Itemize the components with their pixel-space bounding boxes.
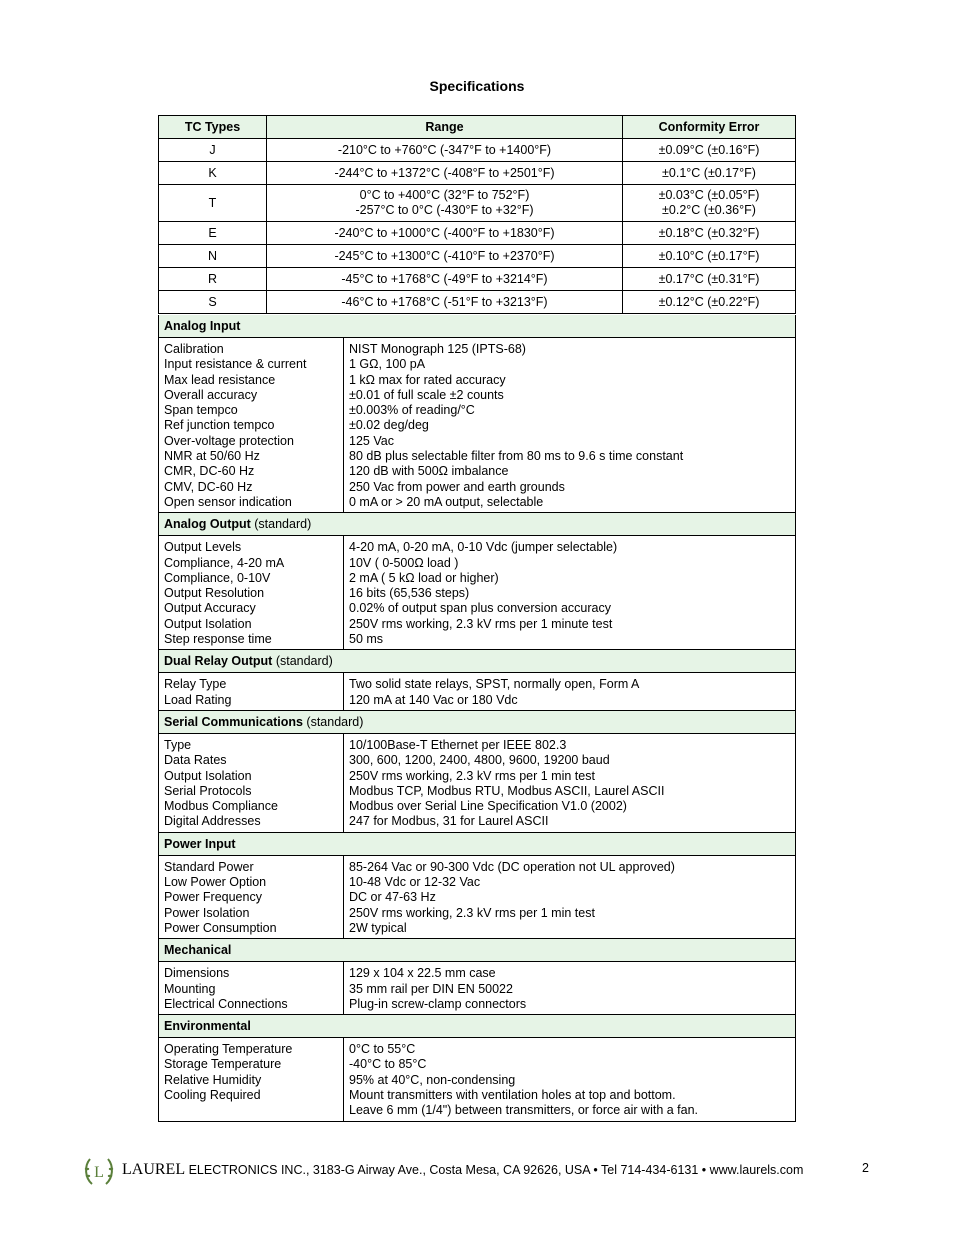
spec-label: Ref junction tempco [164, 418, 275, 433]
spec-labels-column [159, 1038, 344, 1120]
spec-values-column [344, 536, 795, 649]
section-header [158, 650, 796, 673]
spec-values-column [344, 734, 795, 832]
section-body [158, 734, 796, 833]
spec-values-column [344, 673, 795, 710]
spec-label: Output Isolation [164, 768, 252, 783]
spec-value: 0 mA or > 20 mA output, selectable [349, 494, 544, 509]
conformity-error-cell-line: ±0.2°C (±0.36°F) [662, 203, 756, 217]
table-row [159, 291, 796, 314]
spec-value: NIST Monograph 125 (IPTS-68) [349, 342, 526, 356]
conformity-error-cell [623, 139, 796, 162]
spec-value: 16 bits (65,536 steps) [349, 586, 470, 601]
table-row [159, 222, 796, 245]
column-header-range: Range [267, 116, 623, 139]
tc-type-cell: N [159, 245, 267, 268]
spec-label: Mounting [164, 981, 216, 996]
range-cell [267, 268, 623, 291]
footer-brand: LAUREL [122, 1161, 186, 1178]
spec-label: Calibration [164, 342, 224, 356]
table-row [159, 268, 796, 291]
spec-label: CMR, DC-60 Hz [164, 464, 255, 479]
range-cell [267, 245, 623, 268]
column-header-tc-types: TC Types [159, 116, 267, 139]
spec-label: Open sensor indication [164, 494, 292, 509]
spec-label: Relay Type [164, 677, 227, 692]
conformity-error-cell [623, 162, 796, 185]
footer-address: ELECTRONICS INC., 3183-G Airway Ave., Costa Mesa, CA 92626, USA • Tel 714-434-6131 • www.laurels.com [185, 1163, 804, 1177]
conformity-error-cell-line: ±0.03°C (±0.05°F) [658, 188, 760, 202]
spec-value: ±0.01 of full scale ±2 counts [349, 387, 504, 402]
spec-label: Max lead resistance [164, 372, 276, 387]
spec-label: Output Levels [164, 540, 242, 555]
spec-value: 95% at 40°C, non-condensing [349, 1072, 516, 1087]
tc-type-cell: T [159, 185, 267, 222]
spec-label: Step response time [164, 632, 272, 647]
spec-label: Compliance, 0-10V [164, 570, 271, 585]
spec-label: Over-voltage protection [164, 433, 294, 448]
spec-value: 0°C to 55°C [349, 1042, 416, 1057]
section-header [158, 1015, 796, 1038]
page-footer [82, 1154, 882, 1188]
spec-label: Cooling Required [164, 1087, 261, 1102]
spec-value: 120 dB with 500Ω imbalance [349, 464, 509, 479]
spec-value: Mount transmitters with ventilation holes at top and bottom. [349, 1087, 676, 1102]
spec-label: Electrical Connections [164, 996, 288, 1011]
spec-value: 10-48 Vdc or 12-32 Vac [349, 875, 481, 890]
tc-type-cell: E [159, 222, 267, 245]
range-cell [267, 162, 623, 185]
section-title: Power Input [164, 836, 236, 851]
spec-value: 250V rms working, 2.3 kV rms per 1 min test [349, 768, 595, 783]
spec-value: 0.02% of output span plus conversion accuracy [349, 601, 611, 616]
tc-type-cell: J [159, 139, 267, 162]
laurel-wreath-logo-icon [82, 1154, 116, 1188]
spec-label: Output Accuracy [164, 601, 256, 616]
page-title: Specifications [429, 78, 525, 94]
spec-label: Overall accuracy [164, 387, 258, 402]
section-note: (standard) [272, 654, 333, 669]
section-body [158, 1038, 796, 1121]
spec-label: Dimensions [164, 966, 230, 981]
spec-value: 50 ms [349, 632, 384, 647]
range-cell-line: -45°C to +1768°C (-49°F to +3214°F) [341, 271, 548, 286]
spec-value: 85-264 Vac or 90-300 Vdc (DC operation not UL approved) [349, 859, 675, 874]
spec-value: Modbus TCP, Modbus RTU, Modbus ASCII, Laurel ASCII [349, 783, 665, 798]
spec-value: Plug-in screw-clamp connectors [349, 996, 527, 1011]
section-header [158, 711, 796, 734]
spec-value: -40°C to 85°C [349, 1057, 427, 1072]
spec-value: Leave 6 mm (1/4") between transmitters, or force air with a fan. [349, 1103, 699, 1118]
spec-value: 250V rms working, 2.3 kV rms per 1 min test [349, 905, 595, 920]
spec-label: Operating Temperature [164, 1042, 293, 1057]
spec-values-column [344, 962, 795, 1014]
section-body [158, 962, 796, 1015]
section-header [158, 315, 796, 338]
spec-label: NMR at 50/60 Hz [164, 449, 260, 464]
table-row [159, 162, 796, 185]
section-title: Dual Relay Output [164, 654, 273, 669]
range-cell-line: -245°C to +1300°C (-410°F to +2370°F) [334, 248, 555, 263]
spec-value: Two solid state relays, SPST, normally open, Form A [349, 677, 640, 692]
section-body [158, 856, 796, 939]
spec-value: 125 Vac [349, 433, 394, 448]
section-body [158, 673, 796, 711]
section-header [158, 939, 796, 962]
spec-labels-column [159, 673, 344, 710]
spec-value: 250V rms working, 2.3 kV rms per 1 minute test [349, 616, 613, 631]
section-title: Environmental [164, 1019, 251, 1034]
spec-value: 2 mA ( 5 kΩ load or higher) [349, 570, 499, 585]
spec-label: Type [164, 737, 192, 752]
spec-values-column [344, 1038, 795, 1120]
spec-value: 250 Vac from power and earth grounds [349, 479, 565, 494]
spec-label: Output Isolation [164, 616, 252, 631]
spec-values-column [344, 856, 795, 938]
section-title: Analog Input [164, 319, 241, 333]
spec-label: Relative Humidity [164, 1072, 262, 1087]
spec-value: 2W typical [349, 920, 407, 935]
spec-value: 120 mA at 140 Vac or 180 Vdc [349, 692, 518, 707]
table-row [159, 139, 796, 162]
spec-value: 129 x 104 x 22.5 mm case [349, 966, 496, 981]
spec-label: Power Frequency [164, 890, 262, 905]
spec-label: Low Power Option [164, 875, 267, 890]
conformity-error-cell-line: ±0.18°C (±0.32°F) [658, 225, 760, 240]
spec-value: 80 dB plus selectable filter from 80 ms to 9.6 s time constant [349, 449, 684, 464]
spec-labels-column [159, 536, 344, 649]
spec-label: Power Consumption [164, 920, 277, 935]
spec-label: Digital Addresses [164, 814, 261, 829]
spec-sections [158, 315, 796, 1122]
tc-type-cell: S [159, 291, 267, 314]
conformity-error-cell [623, 268, 796, 291]
spec-value: 35 mm rail per DIN EN 50022 [349, 981, 513, 996]
section-note: (standard) [250, 517, 312, 532]
table-row [159, 245, 796, 268]
spec-values-column [344, 338, 795, 512]
spec-labels-column [159, 856, 344, 938]
tc-type-cell: R [159, 268, 267, 291]
section-header [158, 513, 796, 536]
conformity-error-cell-line: ±0.10°C (±0.17°F) [658, 248, 760, 263]
range-cell [267, 185, 623, 222]
conformity-error-cell [623, 185, 796, 222]
spec-label: CMV, DC-60 Hz [164, 479, 253, 494]
section-body [158, 536, 796, 650]
spec-value: 10/100Base-T Ethernet per IEEE 802.3 [349, 737, 567, 752]
spec-label: Input resistance & current [164, 357, 307, 372]
range-cell-line: -244°C to +1372°C (-408°F to +2501°F) [334, 165, 555, 180]
spec-value: 4-20 mA, 0-20 mA, 0-10 Vdc (jumper selectable) [349, 540, 618, 555]
spec-value: 300, 600, 1200, 2400, 4800, 9600, 19200 baud [349, 753, 610, 768]
spec-labels-column [159, 734, 344, 832]
spec-value: 10V ( 0-500Ω load ) [349, 555, 459, 570]
spec-label: Standard Power [164, 859, 254, 874]
range-cell-line: -240°C to +1000°C (-400°F to +1830°F) [334, 225, 555, 240]
spec-value: Modbus over Serial Line Specification V1.0 (2002) [349, 799, 627, 814]
spec-label: Load Rating [164, 692, 232, 707]
conformity-error-cell-line: ±0.12°C (±0.22°F) [658, 294, 760, 309]
section-header [158, 833, 796, 856]
range-cell [267, 291, 623, 314]
conformity-error-cell-line: ±0.09°C (±0.16°F) [658, 142, 760, 157]
spec-label: Compliance, 4-20 mA [164, 555, 285, 570]
spec-label: Serial Protocols [164, 783, 252, 798]
range-cell-line: -46°C to +1768°C (-51°F to +3213°F) [341, 294, 548, 309]
tc-types-table [158, 115, 796, 314]
section-body [158, 338, 796, 513]
spec-value: 247 for Modbus, 31 for Laurel ASCII [349, 814, 549, 829]
section-title: Serial Communications [164, 714, 303, 729]
range-cell-line: -257°C to 0°C (-430°F to +32°F) [355, 203, 534, 217]
footer-company-info [122, 1161, 803, 1179]
spec-value: ±0.003% of reading/°C [349, 403, 475, 418]
spec-value: 1 kΩ max for rated accuracy [349, 372, 506, 387]
conformity-error-cell [623, 222, 796, 245]
range-cell-line: -210°C to +760°C (-347°F to +1400°F) [337, 142, 552, 157]
conformity-error-cell-line: ±0.17°C (±0.31°F) [658, 271, 760, 286]
spec-value: 1 GΩ, 100 pA [349, 357, 426, 372]
table-row [159, 185, 796, 222]
section-title: Analog Output [164, 517, 251, 532]
range-cell-line: 0°C to +400°C (32°F to 752°F) [359, 188, 530, 202]
spec-labels-column [159, 338, 344, 512]
spec-labels-column [159, 962, 344, 1014]
range-cell [267, 222, 623, 245]
svg-text:L: L [94, 1164, 104, 1181]
tc-type-cell: K [159, 162, 267, 185]
page-number: 2 [862, 1161, 869, 1175]
spec-label: Span tempco [164, 403, 238, 418]
spec-label: Data Rates [164, 753, 227, 768]
spec-label: Storage Temperature [164, 1057, 282, 1072]
spec-value: DC or 47-63 Hz [349, 890, 436, 905]
table-header-row [159, 116, 796, 139]
conformity-error-cell [623, 245, 796, 268]
column-header-conformity-error: Conformity Error [623, 116, 796, 139]
spec-label: Output Resolution [164, 586, 265, 601]
spec-value: ±0.02 deg/deg [349, 418, 429, 433]
section-title: Mechanical [164, 943, 232, 958]
range-cell [267, 139, 623, 162]
conformity-error-cell-line: ±0.1°C (±0.17°F) [662, 165, 756, 180]
spec-label: Power Isolation [164, 905, 250, 920]
conformity-error-cell [623, 291, 796, 314]
section-note: (standard) [302, 714, 364, 729]
spec-label: Modbus Compliance [164, 799, 278, 814]
